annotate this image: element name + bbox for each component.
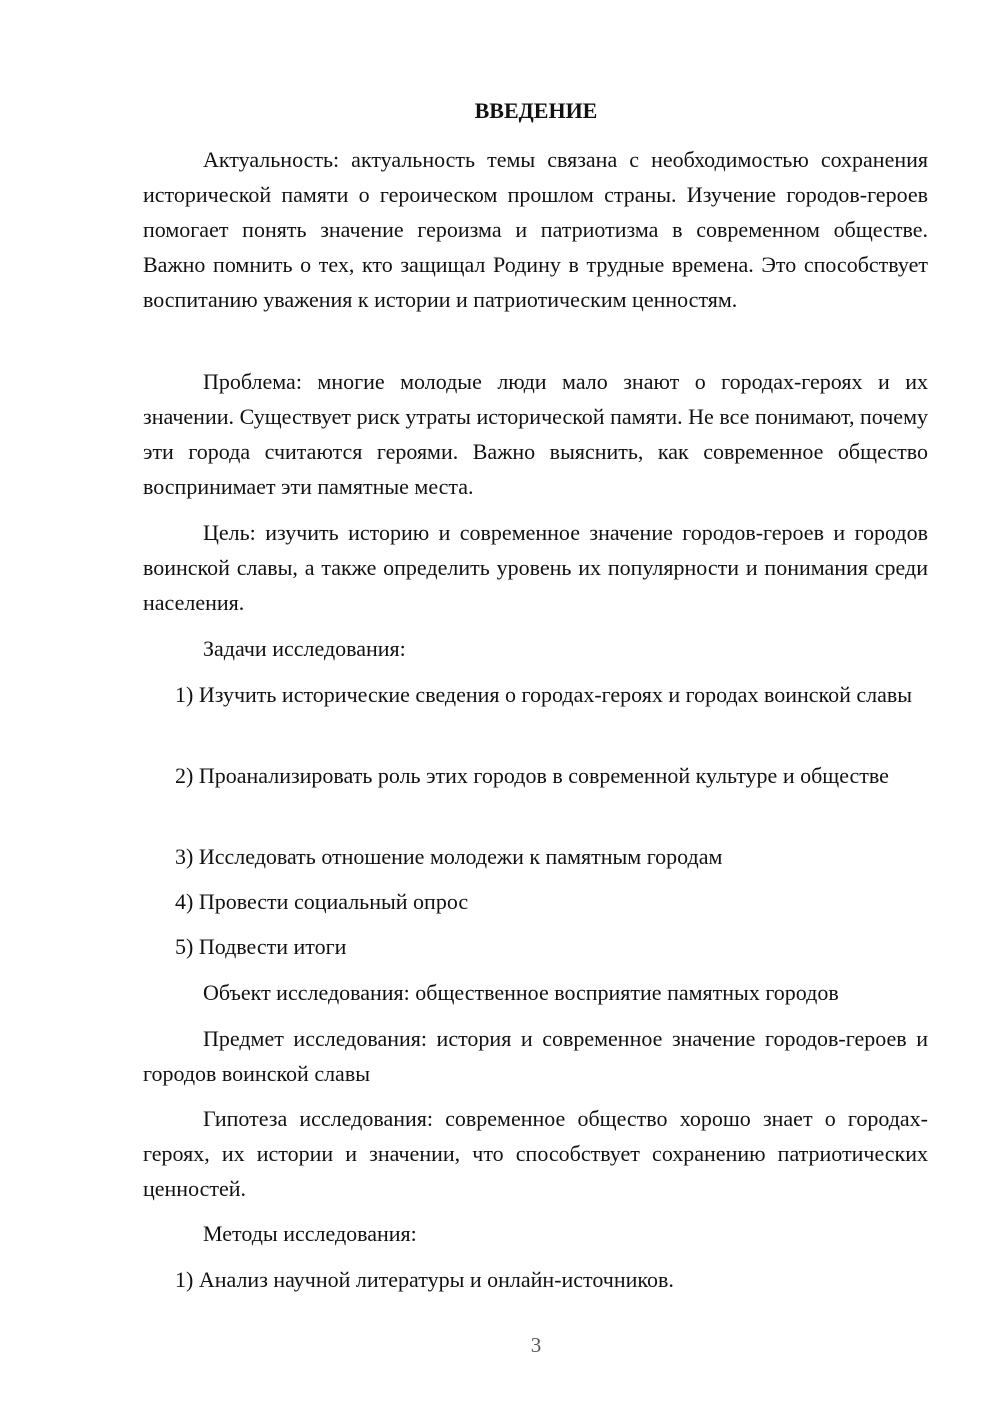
problem-paragraph: Проблема: многие молодые люди мало знают о городах-героях и их значении. Существует риск утраты исторической памяти. Не все понимают, почему эти города считаются героями. Важно выяснить, как современное общество воспринимает эти памятные места. bbox=[143, 369, 928, 499]
hypothesis-paragraph: Гипотеза исследования: современное общество хорошо знает о городах-героях, их истории и значении, что способствует сохранению патриотических ценностей. bbox=[143, 1106, 928, 1201]
task-item: 2) Проанализировать роль этих городов в современной культуре и обществе bbox=[175, 763, 889, 788]
page-number: 3 bbox=[530, 1333, 542, 1357]
tasks-heading: Задачи исследования: bbox=[203, 636, 406, 661]
task-item: 5) Подвести итоги bbox=[175, 934, 347, 959]
task-item: 3) Исследовать отношение молодежи к памятным городам bbox=[175, 844, 723, 869]
page-title: ВВЕДЕНИЕ bbox=[474, 98, 598, 123]
task-item: 1) Изучить исторические сведения о городах-героях и городах воинской славы bbox=[175, 682, 913, 707]
subject-paragraph: Предмет исследования: история и современное значение городов-героев и городов воинской славы bbox=[143, 1026, 928, 1086]
task-item: 4) Провести социальный опрос bbox=[175, 889, 469, 914]
object-paragraph: Объект исследования: общественное восприятие памятных городов bbox=[203, 980, 839, 1005]
relevance-paragraph: Актуальность: актуальность темы связана с необходимостью сохранения исторической памяти о героическом прошлом страны. Изучение городов-героев помогает понять значение героизма и патриотизма в современном обществе. Важно помнить о тех, кто защищал Родину в трудные времена. Это способствует воспитанию уважения к истории и патриотическим ценностям. bbox=[143, 147, 928, 312]
method-item: 1) Анализ научной литературы и онлайн-источников. bbox=[175, 1267, 674, 1292]
goal-paragraph: Цель: изучить историю и современное значение городов-героев и городов воинской славы, а также определить уровень их популярности и понимания среди населения. bbox=[143, 520, 928, 615]
methods-heading: Методы исследования: bbox=[203, 1221, 417, 1246]
